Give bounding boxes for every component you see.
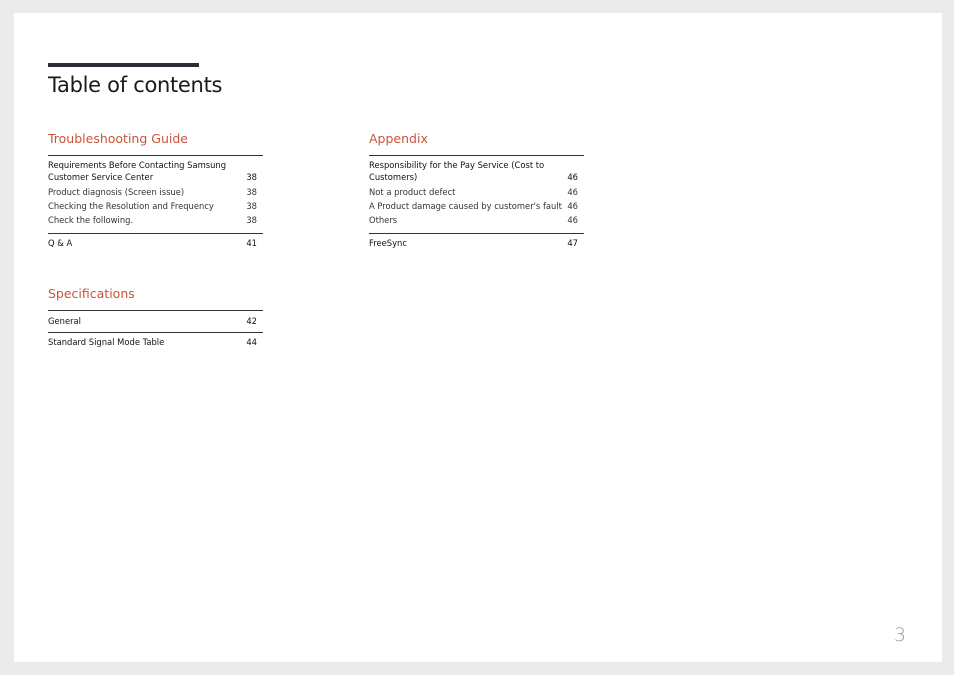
toc-entry[interactable]: FreeSync 47 bbox=[369, 238, 578, 248]
toc-page-number: 38 bbox=[246, 187, 257, 197]
toc-entry[interactable]: Requirements Before Contacting Samsung Customer Service Center 38 bbox=[48, 160, 257, 182]
title-accent-bar bbox=[48, 63, 199, 67]
toc-entry[interactable]: Standard Signal Mode Table 44 bbox=[48, 337, 257, 347]
toc-entry[interactable]: Not a product defect 46 bbox=[369, 187, 578, 197]
section-heading[interactable]: Troubleshooting Guide bbox=[48, 131, 188, 146]
section-troubleshooting bbox=[48, 130, 263, 249]
toc-entry[interactable]: Q & A 41 bbox=[48, 238, 257, 248]
toc-entry[interactable]: Checking the Resolution and Frequency 38 bbox=[48, 201, 257, 211]
toc-page-number: 46 bbox=[567, 172, 578, 182]
toc-page-number: 46 bbox=[567, 187, 578, 197]
toc-page-number: 38 bbox=[246, 201, 257, 211]
toc-page-number: 42 bbox=[246, 316, 257, 326]
toc-page-number: 47 bbox=[567, 238, 578, 248]
toc-page-number: 38 bbox=[246, 172, 257, 182]
section-heading[interactable]: Appendix bbox=[369, 131, 428, 146]
section-appendix bbox=[369, 130, 584, 249]
page-title: Table of contents bbox=[48, 73, 223, 97]
toc-entry[interactable]: Product diagnosis (Screen issue) 38 bbox=[48, 187, 257, 197]
toc-entry[interactable]: Responsibility for the Pay Service (Cost to Customers) 46 bbox=[369, 160, 578, 182]
toc-group bbox=[48, 233, 263, 249]
toc-entry[interactable]: General 42 bbox=[48, 316, 257, 326]
toc-page-number: 46 bbox=[567, 201, 578, 211]
toc-entry[interactable]: A Product damage caused by customer's fault 46 bbox=[369, 201, 578, 211]
toc-entry[interactable]: Others 46 bbox=[369, 215, 578, 225]
toc-group bbox=[369, 233, 584, 249]
toc-group bbox=[48, 155, 263, 227]
document-page bbox=[14, 13, 942, 662]
toc-page-number: 41 bbox=[246, 238, 257, 248]
toc-group bbox=[48, 310, 263, 327]
page-number: 3 bbox=[893, 624, 906, 646]
toc-entry[interactable]: Check the following. 38 bbox=[48, 215, 257, 225]
toc-page-number: 44 bbox=[246, 337, 257, 347]
section-specifications bbox=[48, 285, 263, 348]
toc-group bbox=[369, 155, 584, 227]
toc-page-number: 46 bbox=[567, 215, 578, 225]
toc-group bbox=[48, 332, 263, 348]
section-heading[interactable]: Specifications bbox=[48, 286, 135, 301]
toc-page-number: 38 bbox=[246, 215, 257, 225]
